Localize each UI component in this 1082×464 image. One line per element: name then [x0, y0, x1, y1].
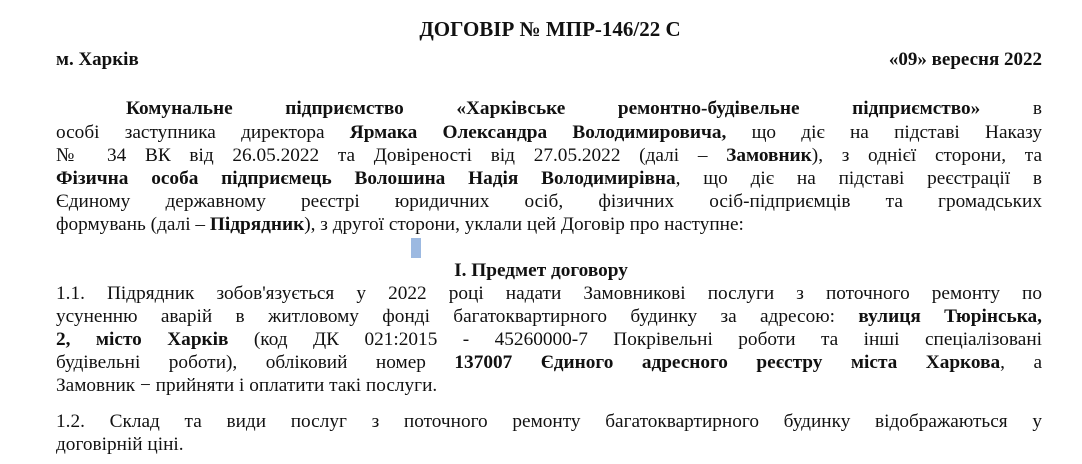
preamble-line-5 [56, 190, 1042, 213]
preamble-line-3 [56, 144, 1042, 167]
preamble-text: Єдиному державному реєстрі юридичних осіб, фізичних осіб-підприємців та громадських [56, 191, 1042, 212]
address-city: 2, місто Харків [56, 329, 229, 350]
customer-representative-name: Ярмака Олександра Володимировича, [349, 122, 727, 143]
contractor-name: Фізична особа підприємець Волошина Надія Володимирівна [56, 168, 676, 189]
clause-text: усуненню аварій в житловому фонді багатоквартирного будинку за адресою: [56, 306, 859, 327]
preamble-text: ), з однієї сторони, та [811, 145, 1042, 166]
preamble-line-6 [56, 213, 1042, 236]
preamble-line-2 [56, 121, 1042, 144]
contract-title: ДОГОВІР № МПР-146/22 С [419, 17, 681, 41]
preamble-line-4 [56, 167, 1042, 190]
address-street: вулиця Тюрінська, [858, 306, 1042, 327]
clause-text: будівельні роботи), обліковий номер [56, 352, 455, 373]
clause-text: (код ДК 021:2015 - 45260000-7 Покрівельні роботи та інші спеціалізовані [228, 329, 1042, 350]
clause-1-1-line-5 [56, 374, 1042, 397]
clause-1-1-line-2 [56, 305, 1042, 328]
preamble-text: в [980, 98, 1042, 119]
preamble-text: ), з другої сторони, уклали цей Договір про наступне: [304, 214, 744, 235]
clause-text: , а [1000, 352, 1042, 373]
customer-role-label: Замовник [726, 145, 812, 166]
preamble-text: формувань (далі – [56, 214, 210, 235]
clause-1-1-line-3 [56, 328, 1042, 351]
clause-text: договірній ціні. [56, 434, 184, 455]
clause-text: Замовник − прийняти і оплатити такі послуги. [56, 375, 438, 396]
clause-1-2-line-2 [56, 433, 1042, 456]
preamble-line-1 [56, 97, 1042, 120]
preamble-text: № 34 ВК від 26.05.2022 та Довіреності від 27.05.2022 (далі – [56, 145, 727, 166]
contract-date: «09» вересня 2022 [888, 49, 1042, 70]
contract-city: м. Харків [56, 49, 139, 70]
clause-1-2-line-1 [56, 410, 1042, 433]
preamble-text: особі заступника директора [56, 122, 350, 143]
registry-number: 137007 Єдиного адресного реєстру міста Харкова [454, 352, 1001, 373]
clause-text: 1.2. Склад та види послуг з поточного ремонту багатоквартирного будинку відображаються у [56, 411, 1042, 432]
preamble-text: що діє на підставі Наказу [726, 122, 1042, 143]
text-cursor-highlight [411, 238, 421, 258]
customer-company-name: Комунальне підприємство «Харківське ремонтно-будівельне підприємство» [126, 98, 981, 119]
clause-1-1-line-4 [56, 351, 1042, 374]
preamble-text: , що діє на підставі реєстрації в [675, 168, 1042, 189]
section-title: I. Предмет договору [454, 260, 628, 281]
contractor-role-label: Підрядник [209, 214, 305, 235]
clause-text: 1.1. Підрядник зобов'язується у 2022 році надати Замовникові послуги з поточного ремонту по [56, 283, 1042, 304]
clause-1-1-line-1 [56, 282, 1042, 305]
